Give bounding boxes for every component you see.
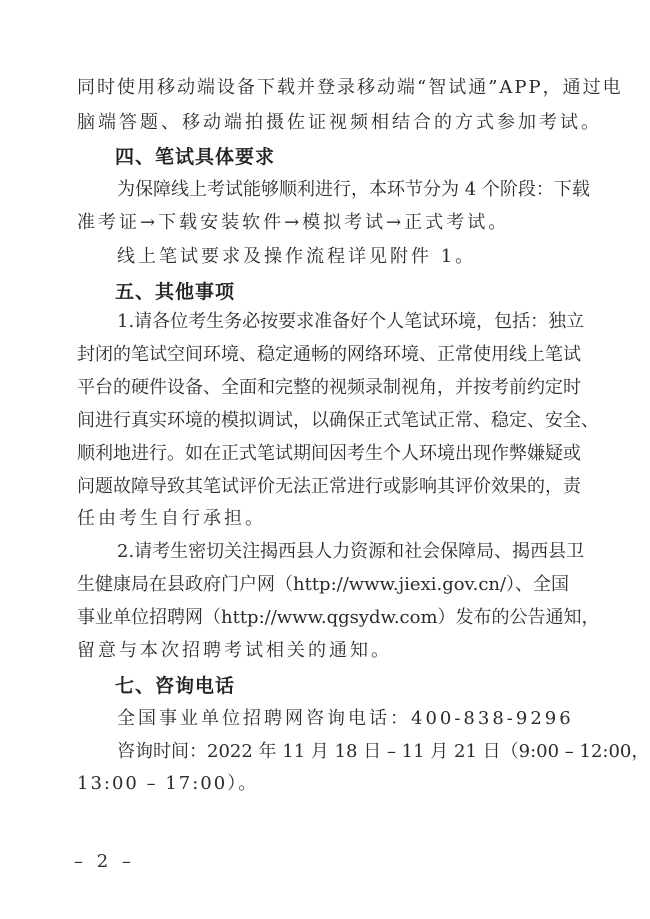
section-5-item-2-line-1: 2.请考生密切关注揭西县人力资源和社会保障局、揭西县卫 <box>117 541 585 562</box>
consultation-time-line-1: 咨询时间：2022 年 11 月 18 日 – 11 月 21 日（9:00 – 12:00， <box>117 741 650 762</box>
section-7-heading: 七、咨询电话 <box>115 675 236 697</box>
intro-line-2: 脑端答题、移动端拍摄佐证视频相结合的方式参加考试。 <box>77 112 602 133</box>
page-number: – 2 – <box>74 851 135 872</box>
section-4-para-2: 线上笔试要求及操作流程详见附件 1。 <box>117 246 477 267</box>
section-5-item-2-line-2: 生健康局在县政府门户网（http://www.jiexi.gov.cn/）、全国 <box>77 574 570 595</box>
section-5-item-1-line-6: 问题故障导致其笔试评价无法正常进行或影响其评价效果的，责 <box>77 476 581 497</box>
intro-line-1: 同时使用移动端设备下载并登录移动端“智试通”APP，通过电 <box>77 77 623 98</box>
section-5-item-1-line-2: 封闭的笔试空间环境、稳定通畅的网络环境、正常使用线上笔试 <box>77 344 581 365</box>
consultation-time-line-2: 13:00 – 17:00）。 <box>77 773 259 794</box>
section-5-item-1-line-1: 1.请各位考生务必按要求准备好个人笔试环境，包括：独立 <box>117 311 585 332</box>
section-5-heading: 五、其他事项 <box>115 281 236 303</box>
section-5-item-1-line-7: 任由考生自行承担。 <box>77 508 266 529</box>
section-4-para-1-line-1: 为保障线上考试能够顺利进行，本环节分为 4 个阶段：下载 <box>117 179 590 200</box>
section-5-item-2-line-3: 事业单位招聘网（http://www.qgsydw.com）发布的公告通知， <box>77 607 600 628</box>
consultation-phone: 全国事业单位招聘网咨询电话：400-838-9296 <box>117 708 574 729</box>
section-4-para-1-line-2: 准考证→下载安装软件→模拟考试→正式考试。 <box>77 212 510 233</box>
section-5-item-1-line-3: 平台的硬件设备、全面和完整的视频录制视角，并按考前约定时 <box>77 377 581 398</box>
section-5-item-1-line-5: 顺利地进行。如在正式笔试期间因考生个人环境出现作弊嫌疑或 <box>77 443 581 464</box>
section-5-item-2-line-4: 留意与本次招聘考试相关的通知。 <box>77 640 392 661</box>
section-5-item-1-line-4: 间进行真实环境的模拟调试，以确保正式笔试正常、稳定、安全、 <box>77 410 599 431</box>
section-4-heading: 四、笔试具体要求 <box>115 146 276 168</box>
